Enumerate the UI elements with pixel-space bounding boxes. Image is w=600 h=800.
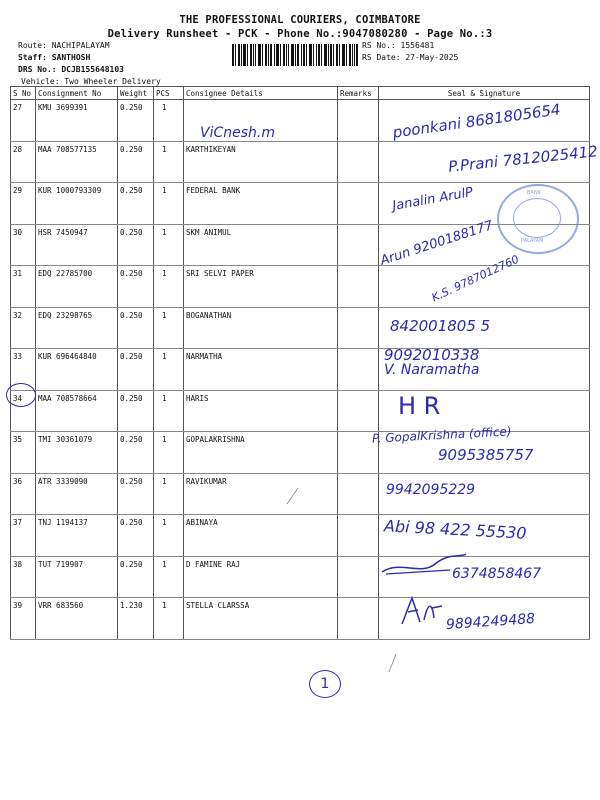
cell-consignee: SRI SELVI PAPER (184, 266, 338, 308)
signature-row29: Janalin ArulP (391, 185, 475, 214)
cell-weight: 0.250 (118, 473, 154, 515)
vehicle-label: Vehicle: (21, 77, 60, 86)
cell-weight: 0.250 (118, 141, 154, 183)
cell-remarks (338, 473, 379, 515)
row34-circle-mark (6, 383, 36, 407)
cell-weight: 0.250 (118, 183, 154, 225)
col-weight: Weight (118, 87, 154, 100)
cell-remarks (338, 183, 379, 225)
signature-row38-scribble (380, 550, 470, 580)
stamp-top-text: BANK (527, 190, 541, 196)
cell-consignment: VRR 683560 (36, 598, 118, 640)
cell-pcs: 1 (154, 266, 184, 308)
cell-pcs: 1 (154, 473, 184, 515)
cell-pcs: 1 (154, 390, 184, 432)
cell-remarks (338, 266, 379, 308)
cell-sno: 28 (11, 141, 36, 183)
cell-consignment: EDQ 22785700 (36, 266, 118, 308)
cell-pcs: 1 (154, 224, 184, 266)
cell-pcs: 1 (154, 100, 184, 142)
cell-consignment: MAA 708577135 (36, 141, 118, 183)
cell-remarks (338, 307, 379, 349)
cell-remarks (338, 556, 379, 598)
pen-stroke-mark-2 (386, 652, 398, 674)
cell-consignee: HARIS (184, 390, 338, 432)
cell-sno: 39 (11, 598, 36, 640)
cell-sno: 30 (11, 224, 36, 266)
cell-sno: 37 (11, 515, 36, 557)
signature-row35-name: P. GopalKrishna (office) (371, 424, 512, 446)
cell-weight: 0.250 (118, 556, 154, 598)
cell-consignee: RAVIKUMAR (184, 473, 338, 515)
col-sno: S No (11, 87, 36, 100)
col-consignee: Consignee Details (184, 87, 338, 100)
table-row (11, 473, 590, 515)
cell-pcs: 1 (154, 598, 184, 640)
cell-pcs: 1 (154, 432, 184, 474)
cell-consignment: TMI 30361079 (36, 432, 118, 474)
col-remarks: Remarks (338, 87, 379, 100)
cell-consignee: FEDERAL BANK (184, 183, 338, 225)
cell-weight: 0.250 (118, 390, 154, 432)
cell-sno: 31 (11, 266, 36, 308)
signature-row39-mark (398, 592, 446, 628)
cell-remarks (338, 515, 379, 557)
signature-row34: H R (398, 392, 441, 420)
rs-no-label: RS No.: (362, 41, 396, 50)
cell-sno: 36 (11, 473, 36, 515)
cell-consignment: KUR 1000793309 (36, 183, 118, 225)
cell-sno: 27 (11, 100, 36, 142)
signature-row28: P.Prani 7812025412 (447, 142, 599, 176)
staff-label: Staff: (18, 53, 47, 62)
cell-remarks (338, 349, 379, 391)
cell-weight: 0.250 (118, 515, 154, 557)
handwriting-row27-consignee: ViCnesh.m (200, 125, 275, 141)
signature-row38: 6374858467 (452, 566, 542, 582)
cell-remarks (338, 100, 379, 142)
table-row (11, 349, 590, 391)
signature-row33-number: 9092010338 (384, 346, 480, 364)
cell-consignee: BOGANATHAN (184, 307, 338, 349)
signature-row37: Abi 98 422 55530 (383, 516, 528, 543)
rs-date-label: RS Date: (362, 53, 401, 62)
signature-row30: Arun 9200188177 (378, 218, 496, 269)
vehicle-value: Two Wheeler Delivery (64, 77, 161, 86)
meta-left (18, 40, 161, 88)
meta-right (362, 40, 458, 64)
cell-weight: 0.250 (118, 224, 154, 266)
cell-consignment: EDQ 23298765 (36, 307, 118, 349)
cell-sno: 29 (11, 183, 36, 225)
cell-remarks (338, 141, 379, 183)
cell-weight: 0.250 (118, 266, 154, 308)
cell-weight: 0.250 (118, 349, 154, 391)
signature-row27: poonkani 8681805654 (391, 100, 562, 142)
signature-row32: 842001805 5 (390, 317, 491, 335)
cell-remarks (338, 598, 379, 640)
cell-sno: 35 (11, 432, 36, 474)
cell-sno: 38 (11, 556, 36, 598)
cell-pcs: 1 (154, 307, 184, 349)
signature-row31: K.S. 9787012760 (429, 252, 521, 305)
cell-consignment: TUT 719907 (36, 556, 118, 598)
signature-row35-number: 9095385757 (438, 446, 534, 464)
cell-consignment: KUR 696464840 (36, 349, 118, 391)
runsheet-subtitle: Delivery Runsheet - PCK - Phone No.:9047080280 - Page No.:3 (107, 28, 493, 40)
col-consignment: Consignment No (36, 87, 118, 100)
staff-value: SANTHOSH (51, 53, 91, 62)
cell-consignment: KMU 3699391 (36, 100, 118, 142)
barcode (232, 44, 358, 66)
cell-sno: 32 (11, 307, 36, 349)
route-label: Route: (18, 41, 47, 50)
signature-row36: 9942095229 (386, 482, 476, 498)
cell-pcs: 1 (154, 141, 184, 183)
drs-label: DRS No.: (18, 65, 57, 74)
col-pcs: PCS (154, 87, 184, 100)
cell-consignee: KARTHIKEYAN (184, 141, 338, 183)
cell-remarks (338, 390, 379, 432)
cell-consignee: SKM ANIMUL (184, 224, 338, 266)
pen-stroke-mark (284, 486, 300, 506)
cell-consignee: STELLA CLARSSA (184, 598, 338, 640)
rs-no-value: 1556481 (400, 41, 435, 50)
bank-seal-stamp (497, 184, 579, 254)
table-row (11, 307, 590, 349)
cell-weight: 0.250 (118, 432, 154, 474)
cell-weight: 0.250 (118, 100, 154, 142)
cell-pcs: 1 (154, 556, 184, 598)
signature-row33-name: V. Naramatha (384, 362, 480, 378)
cell-sno: 34 (11, 390, 36, 432)
cell-weight: 1.230 (118, 598, 154, 640)
route-value: NACHIPALAYAM (51, 41, 110, 50)
cell-consignee: NARMATHA (184, 349, 338, 391)
company-title: THE PROFESSIONAL COURIERS, COIMBATORE (179, 14, 421, 26)
cell-consignee: D FAMINE RAJ (184, 556, 338, 598)
cell-consignment: MAA 708578664 (36, 390, 118, 432)
cell-consignment: TNJ 1194137 (36, 515, 118, 557)
cell-consignment: ATR 3339090 (36, 473, 118, 515)
cell-sno: 33 (11, 349, 36, 391)
cell-remarks (338, 224, 379, 266)
signature-row39: 9894249488 (445, 610, 536, 634)
cell-pcs: 1 (154, 349, 184, 391)
rs-date-value: 27-May-2025 (405, 53, 459, 62)
cell-pcs: 1 (154, 183, 184, 225)
cell-weight: 0.250 (118, 307, 154, 349)
drs-value: DCJB155648103 (61, 65, 124, 74)
cell-pcs: 1 (154, 515, 184, 557)
cell-consignee: ABINAYA (184, 515, 338, 557)
table-header-row (11, 87, 590, 100)
cell-consignment: HSR 7450947 (36, 224, 118, 266)
cell-consignee: GOPALAKRISHNA (184, 432, 338, 474)
stamp-bottom-text: PALAYAM (521, 238, 544, 244)
col-signature: Seal & Signature (379, 87, 590, 100)
page-number-mark: 1 (309, 670, 341, 698)
